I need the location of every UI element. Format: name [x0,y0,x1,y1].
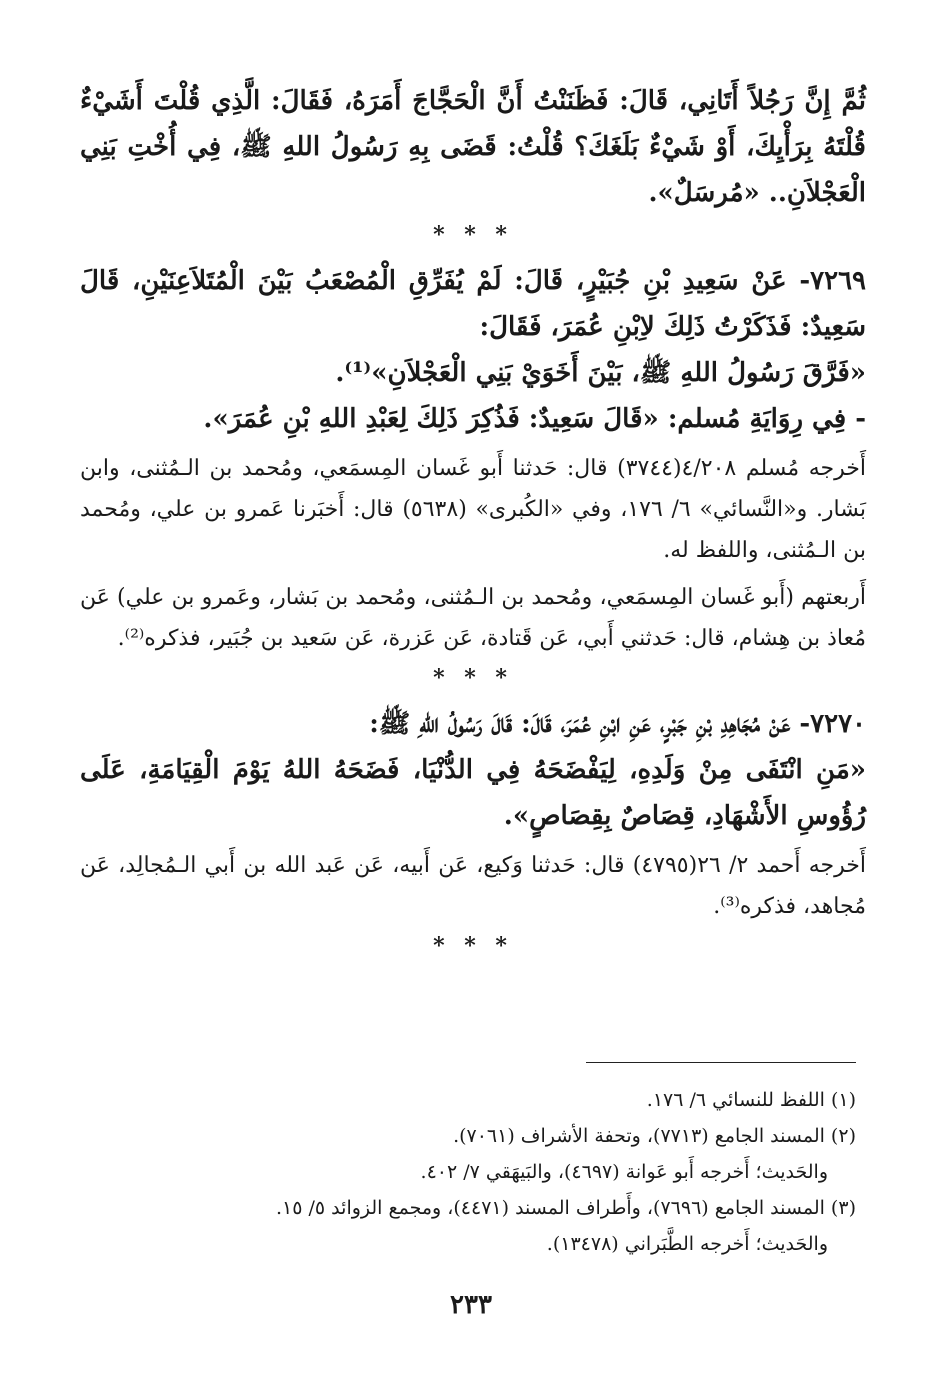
section-separator: * * * [433,222,513,248]
hadith-text: عَنْ سَعِيدِ بْنِ جُبَيْرٍ، قَالَ: لَمْ يُفَرِّقِ الْمُصْعَبُ بَيْنَ الْمُتَلاَعِنَيْنِ، قَالَ سَعِيدٌ: فَذَكَرْتُ ذَلِكَ لاِبْنِ عُمَرَ، فَقَالَ: [80,266,866,342]
footnote-3: (٣) المسند الجامع (٧٦٩٦)، وأَطراف المسند (٤٤٧١)، ومجمع الزوائد ٥/ ١٥. [276,1197,856,1219]
hadith-number: ٧٢٧٠- [799,709,866,739]
hadith-7270-quote: «مَنِ انْتَفَى مِنْ وَلَدِهِ، لِيَفْضَحَهُ فِي الدُّنْيَا، فَضَحَهُ اللهُ يَوْمَ الْقِيَامَةِ، عَلَى رُؤُوسِ الأَشْهَادِ، قِصَاصٌ بِقِصَاصٍ». [80,755,866,831]
takhrij-7269-b: أَربعتهم (أَبو غَسان المِسمَعي، ومُحمد بن الـمُثنى، ومُحمد بن بَشار، وعَمرو بن علي) عَن مُعاذ بن هِشام، قال: حَدثني أَبي، عَن قَتادة، عَن عَزرة، عَن سَعيد بن جُبَير، فذكره⁽²⁾. [80,585,866,651]
hadith-continuation: ثُمَّ إِنَّ رَجُلاً أَتَانِي، قَالَ: فَظَنَنْتُ أَنَّ الْحَجَّاجَ أَمَرَهُ، فَقَالَ: الَّذِي قُلْتَ أَشَيْءٌ قُلْتَهُ بِرَأْيِكَ، أَوْ شَيْءٌ بَلَغَكَ؟ قُلْتُ: قَضَى بِهِ رَسُولُ اللهِ ﷺ، فِي أُخْتِ بَنِي الْعَجْلاَنِ.. «مُرسَلٌ». [80,86,866,208]
page-number: ٢٣٣ [450,1290,492,1320]
takhrij-7270: أَخرجه أَحمد ٢/ ٢٦(٤٧٩٥) قال: حَدثنا وَكيع، عَن أَبيه، عَن عَبد الله بن أَبي الـمُجالِد، عَن مُجاهد، فذكره⁽³⁾. [80,853,866,919]
hadith-text: عَنْ مُجَاهِدِ بْنِ جَبْرٍ، عَنِ ابْنِ عُمَرَ، قَالَ: قَالَ رَسُولُ اللهِ ﷺ: [369,709,800,739]
hadith-number: ٧٢٦٩- [799,266,866,296]
footnote-divider [586,1062,856,1063]
page-body [80,78,866,969]
hadith-7269 [80,258,866,350]
section-separator: * * * [433,665,513,691]
footnote-1: (١) اللفظ للنسائي ٦/ ١٧٦. [646,1089,856,1111]
footnotes [230,1082,856,1262]
hadith-7269-muslim-variant: - فِي رِوَايَةِ مُسلم: «قَالَ سَعِيدٌ: فَذُكِرَ ذَلِكَ لِعَبْدِ اللهِ بْنِ عُمَرَ». [203,404,866,434]
hadith-7270 [80,701,866,747]
takhrij-7269-a: أَخرجه مُسلم ٤/٢٠٨(٣٧٤٤) قال: حَدثنا أَبو غَسان المِسمَعي، ومُحمد بن الـمُثنى، وابن بَشار. و«النَّسائي» ٦/ ١٧٦، وفي «الكُبرى» (٥٦٣٨) قال: أَخبَرنا عَمرو بن علي، ومُحمد بن الـمُثنى، واللفظ له. [80,456,867,563]
section-separator: * * * [433,933,513,959]
hadith-7269-quote: «فَرَّقَ رَسُولُ اللهِ ﷺ، بَيْنَ أَخَوَيْ بَنِي الْعَجْلاَنِ»⁽¹⁾. [335,358,866,388]
footnote-3-continuation: والحَديث؛ أَخرجه الطَّبَراني (١٣٤٧٨). [546,1233,828,1255]
footnote-2: (٢) المسند الجامع (٧٧١٣)، وتحفة الأشراف (٧٠٦١). [453,1125,856,1147]
footnote-2-continuation: والحَديث؛ أَخرجه أَبو عَوانة (٤٦٩٧)، والبَيهَقي ٧/ ٤٠٢. [420,1161,828,1183]
